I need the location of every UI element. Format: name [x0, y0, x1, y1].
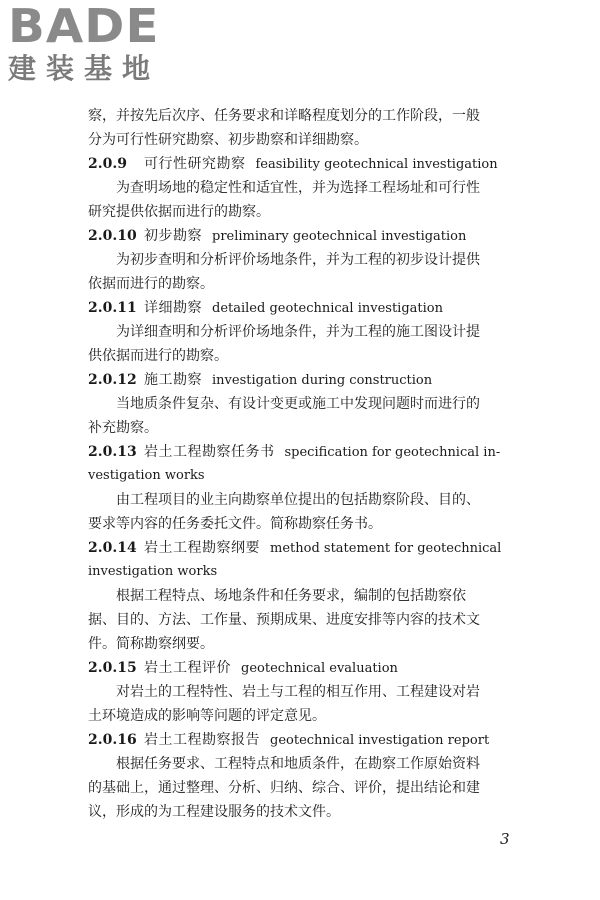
definition-line: 土环境造成的影响等问题的评定意见。: [88, 708, 326, 724]
page-number: 3: [500, 830, 510, 848]
term-heading: [88, 368, 533, 392]
definition-line: 当地质条件复杂、有设计变更或施工中发现问题时而进行的: [116, 396, 480, 412]
definition-line: 补充勘察。: [88, 420, 158, 436]
clause-number: 2.0.16: [88, 732, 137, 748]
definition-line: 要求等内容的任务委托文件。简称勘察任务书。: [88, 516, 382, 532]
definition-line: 研究提供依据而进行的勘察。: [88, 204, 270, 220]
definition-line: 为详细查明和分析评价场地条件，并为工程的施工图设计提: [116, 324, 480, 340]
term-english-continued: vestigation works: [88, 468, 205, 483]
document-body: [88, 104, 533, 824]
term-heading: [88, 536, 533, 560]
term-chinese: 施工勘察: [144, 372, 202, 388]
term-heading: [88, 296, 533, 320]
term-chinese: 详细勘察: [144, 300, 202, 316]
term-english: geotechnical evaluation: [241, 661, 398, 676]
definition-line: 根据工程特点、场地条件和任务要求，编制的包括勘察依: [116, 588, 466, 604]
term-chinese: 岩土工程勘察任务书: [144, 444, 275, 460]
logo-chinese-name: 建装基地: [8, 52, 161, 85]
continuation-line: 察，并按先后次序、任务要求和详略程度划分的工作阶段，一般: [88, 108, 480, 124]
term-english-continued: investigation works: [88, 564, 218, 579]
term-chinese: 岩土工程勘察纲要: [144, 540, 260, 556]
term-english: feasibility geotechnical investigation: [255, 157, 498, 172]
term-chinese: 岩土工程勘察报告: [144, 732, 260, 748]
continuation-line: 分为可行性研究勘察、初步勘察和详细勘察。: [88, 132, 368, 148]
definition-line: 由工程项目的业主向勘察单位提出的包括勘察阶段、目的、: [116, 492, 480, 508]
definition-line: 的基础上，通过整理、分析、归纳、综合、评价，提出结论和建: [88, 780, 480, 796]
term-english: method statement for geotechnical: [270, 541, 502, 556]
bade-logo: [8, 2, 188, 90]
clause-number: 2.0.10: [88, 228, 137, 244]
term-heading: [88, 152, 533, 176]
clause-number: 2.0.13: [88, 444, 137, 460]
definition-line: 为查明场地的稳定性和适宜性，并为选择工程场址和可行性: [116, 180, 480, 196]
term-heading: [88, 656, 533, 680]
definition-line: 依据而进行的勘察。: [88, 276, 214, 292]
term-chinese: 可行性研究勘察: [144, 156, 246, 172]
term-chinese: 岩土工程评价: [144, 660, 231, 676]
clause-number: 2.0.12: [88, 372, 137, 388]
logo-wordmark: BADE: [8, 0, 160, 53]
definition-line: 据、目的、方法、工作量、预期成果、进度安排等内容的技术文: [88, 612, 480, 628]
term-heading: [88, 224, 533, 248]
definition-line: 供依据而进行的勘察。: [88, 348, 228, 364]
definition-line: 件。简称勘察纲要。: [88, 636, 214, 652]
clause-number: 2.0.14: [88, 540, 137, 556]
clause-number: 2.0.9: [88, 156, 127, 172]
term-english: investigation during construction: [212, 373, 433, 388]
term-english: specification for geotechnical in-: [284, 445, 501, 460]
definition-line: 根据任务要求、工程特点和地质条件，在勘察工作原始资料: [116, 756, 480, 772]
term-english: detailed geotechnical investigation: [212, 301, 443, 316]
definition-line: 对岩土的工程特性、岩土与工程的相互作用、工程建设对岩: [116, 684, 480, 700]
term-english: preliminary geotechnical investigation: [212, 229, 467, 244]
term-chinese: 初步勘察: [144, 228, 202, 244]
clause-number: 2.0.15: [88, 660, 137, 676]
term-heading: [88, 440, 533, 464]
term-english: geotechnical investigation report: [270, 733, 490, 748]
clause-number: 2.0.11: [88, 300, 137, 316]
term-heading: [88, 728, 533, 752]
term-list: [88, 152, 533, 824]
definition-line: 为初步查明和分析评价场地条件，并为工程的初步设计提供: [116, 252, 480, 268]
definition-line: 议，形成的为工程建设服务的技术文件。: [88, 804, 340, 820]
